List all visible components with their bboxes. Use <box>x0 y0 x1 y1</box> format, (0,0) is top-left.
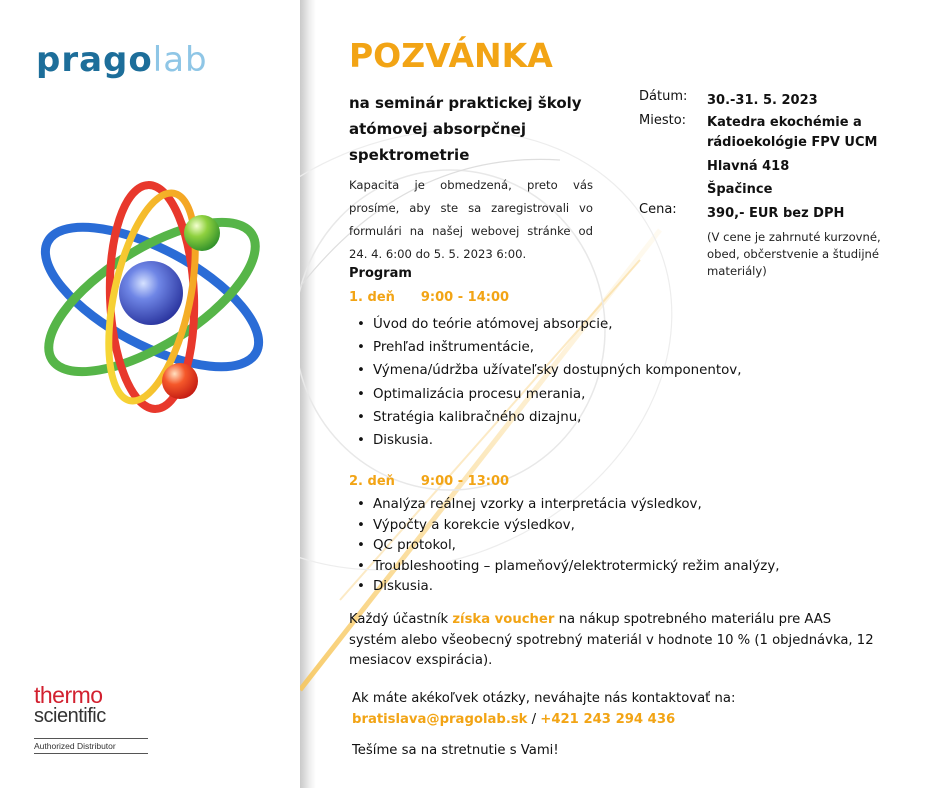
day1-list <box>357 313 741 452</box>
electron-red <box>162 363 198 399</box>
list-item: • Úvod do teórie atómovej absorpcie, <box>357 313 741 336</box>
list-item: • Optimalizácia procesu merania, <box>357 383 741 406</box>
date-label: Dátum: <box>639 89 688 104</box>
day2-list <box>357 495 780 598</box>
price-value: 390,- EUR bez DPH <box>707 205 845 221</box>
place-row <box>639 113 909 202</box>
nucleus <box>119 261 183 325</box>
thermo-word: thermo <box>34 682 103 708</box>
contact-prompt: Ak máte akékoľvek otázky, neváhajte nás kontaktovať na: <box>352 691 736 706</box>
contact-phone-link[interactable]: +421 243 294 436 <box>540 712 676 727</box>
price-note: (V cene je zahrnuté kurzovné, obed, občerstvenie a študijné materiály) <box>707 230 881 278</box>
price-label: Cena: <box>639 201 677 217</box>
list-item: • Troubleshooting – plameňový/elektrotermický režim analýzy, <box>357 557 780 578</box>
panel-divider <box>300 0 316 788</box>
day1-heading <box>349 290 509 305</box>
contact-separator: / <box>527 712 541 727</box>
scientific-word: scientific <box>34 705 106 727</box>
thermo-rule-bottom <box>34 753 148 754</box>
list-item: • Analýza reálnej vzorky a interpretácia výsledkov, <box>357 495 780 516</box>
atom-illustration <box>20 165 300 425</box>
price-row <box>639 202 909 226</box>
logo-part1: prago <box>36 40 153 80</box>
seminar-subtitle: na seminár praktickej školy atómovej absorpčnej spektrometrie <box>349 94 582 164</box>
list-item: • Prehľad inštrumentácie, <box>357 336 741 359</box>
place-label: Miesto: <box>639 112 687 128</box>
event-details <box>639 89 909 280</box>
day1-label: 1. deň <box>349 290 395 305</box>
list-item: • Diskusia. <box>357 429 741 452</box>
day2-label: 2. deň <box>349 474 395 489</box>
thermo-scientific-logo <box>34 684 154 754</box>
page-title: POZVÁNKA <box>349 36 553 75</box>
list-item: • Výpočty a korekcie výsledkov, <box>357 516 780 537</box>
voucher-paragraph <box>349 610 879 672</box>
list-item: • Výmena/údržba užívateľsky dostupných komponentov, <box>357 359 741 382</box>
closing-line: Tešíme sa na stretnutie s Vami! <box>352 743 559 758</box>
list-item: • QC protokol, <box>357 536 780 557</box>
voucher-text-after: na nákup spotrebného materiálu pre AAS systém alebo všeobecný spotrebný materiál v hodnote 10 % (1 objednávka, 12 mesiacov exspirácia). <box>349 612 874 668</box>
date-value: 30.-31. 5. 2023 <box>707 93 818 108</box>
date-row <box>639 89 909 113</box>
day1-time: 9:00 - 14:00 <box>420 290 510 305</box>
voucher-highlight: získa voucher <box>452 612 555 627</box>
place-line3: Špačince <box>707 182 773 197</box>
place-line2: Hlavná 418 <box>707 158 790 174</box>
day2-heading <box>349 474 509 489</box>
day2-time: 9:00 - 13:00 <box>420 474 510 489</box>
logo-part2: lab <box>152 40 208 80</box>
contact-email-link[interactable]: bratislava@pragolab.sk <box>352 712 528 727</box>
contact-line <box>352 709 872 730</box>
list-item: • Diskusia. <box>357 577 780 598</box>
contact-block <box>352 688 872 730</box>
program-title: Program <box>349 266 412 281</box>
registration-intro: Kapacita je obmedzená, preto vás prosíme, aby ste sa zaregistrovali vo formulári na našej webovej stránke od 24. 4. 6:00 do 5. 5. 2023 6:00. <box>349 178 593 261</box>
place-line1: Katedra ekochémie a rádioekológie FPV UCM <box>707 114 878 150</box>
pragolab-logo <box>36 40 208 80</box>
list-item: • Stratégia kalibračného dizajnu, <box>357 406 741 429</box>
electron-green <box>184 215 220 251</box>
authorized-distributor-tag: Authorized Distributor <box>34 741 116 751</box>
voucher-text-before: Každý účastník <box>349 612 453 627</box>
